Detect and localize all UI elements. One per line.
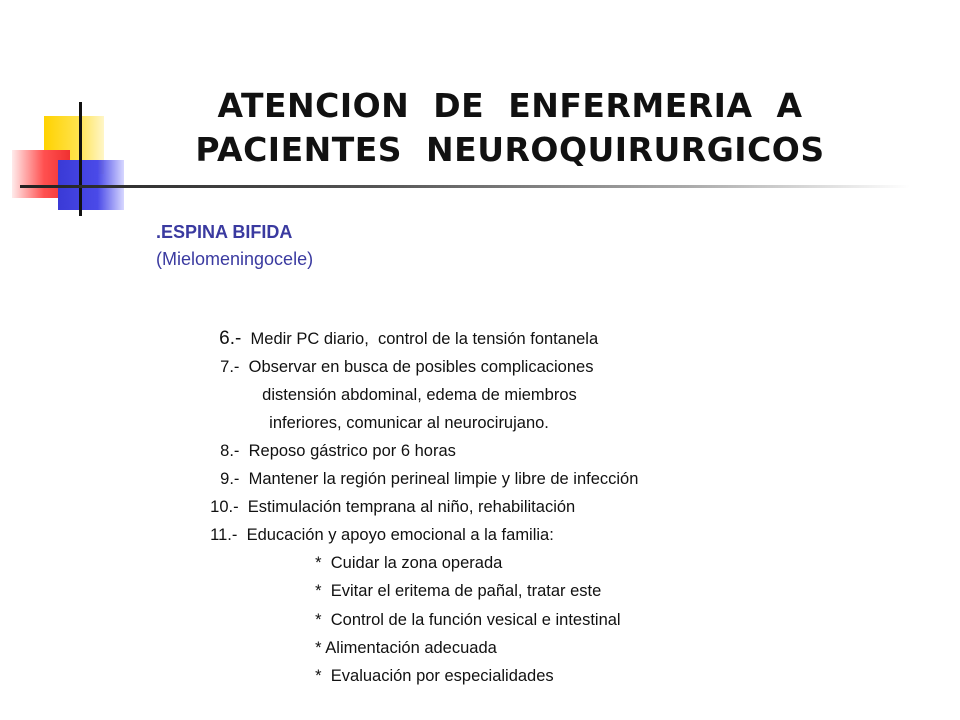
- title-line-2: PACIENTES NEUROQUIRURGICOS: [195, 130, 825, 169]
- bullet-asterisk: *: [315, 611, 322, 629]
- item-text: Reposo gástrico por 6 horas: [248, 442, 456, 460]
- item-number: 9.-: [220, 470, 240, 488]
- item-number: 7.-: [220, 358, 240, 376]
- item-number: 8.-: [220, 442, 240, 460]
- subheading-mielomeningocele: (Mielomeningocele): [156, 249, 314, 269]
- item-text: distensión abdominal, edema de miembros: [262, 386, 577, 404]
- item-number: 6.-: [219, 328, 242, 349]
- bullet-asterisk: *: [315, 667, 322, 685]
- list-item: [306, 648, 554, 686]
- bullet-asterisk: *: [315, 582, 322, 600]
- item-text: Medir PC diario, control de la tensión fontanela: [250, 330, 599, 348]
- title-line-1: ATENCION DE ENFERMERIA A: [217, 86, 803, 125]
- item-text: Evitar el eritema de pañal, tratar este: [330, 582, 602, 600]
- item-text: Educación y apoyo emocional a la familia:: [246, 526, 554, 544]
- bullet-asterisk: *: [315, 554, 322, 572]
- item-number: 11.-: [210, 526, 238, 544]
- bullet-asterisk: *: [315, 639, 322, 657]
- item-number: 10.-: [210, 498, 239, 516]
- item-text: Estimulación temprana al niño, rehabilitación: [247, 498, 576, 516]
- item-text: Alimentación adecuada: [325, 639, 497, 657]
- subheading-espina-bifida: .ESPINA BIFIDA: [156, 222, 293, 242]
- title-underline: [20, 185, 910, 188]
- item-text: Control de la función vesical e intestinal: [330, 611, 621, 629]
- item-text: Evaluación por especialidades: [330, 667, 554, 685]
- item-text: Observar en busca de posibles complicaciones: [248, 358, 594, 376]
- item-text: inferiores, comunicar al neurocirujano.: [269, 414, 549, 432]
- item-text: Mantener la región perineal limpie y libre de infección: [248, 470, 639, 488]
- item-text: Cuidar la zona operada: [330, 554, 503, 572]
- slide-title: [0, 84, 960, 172]
